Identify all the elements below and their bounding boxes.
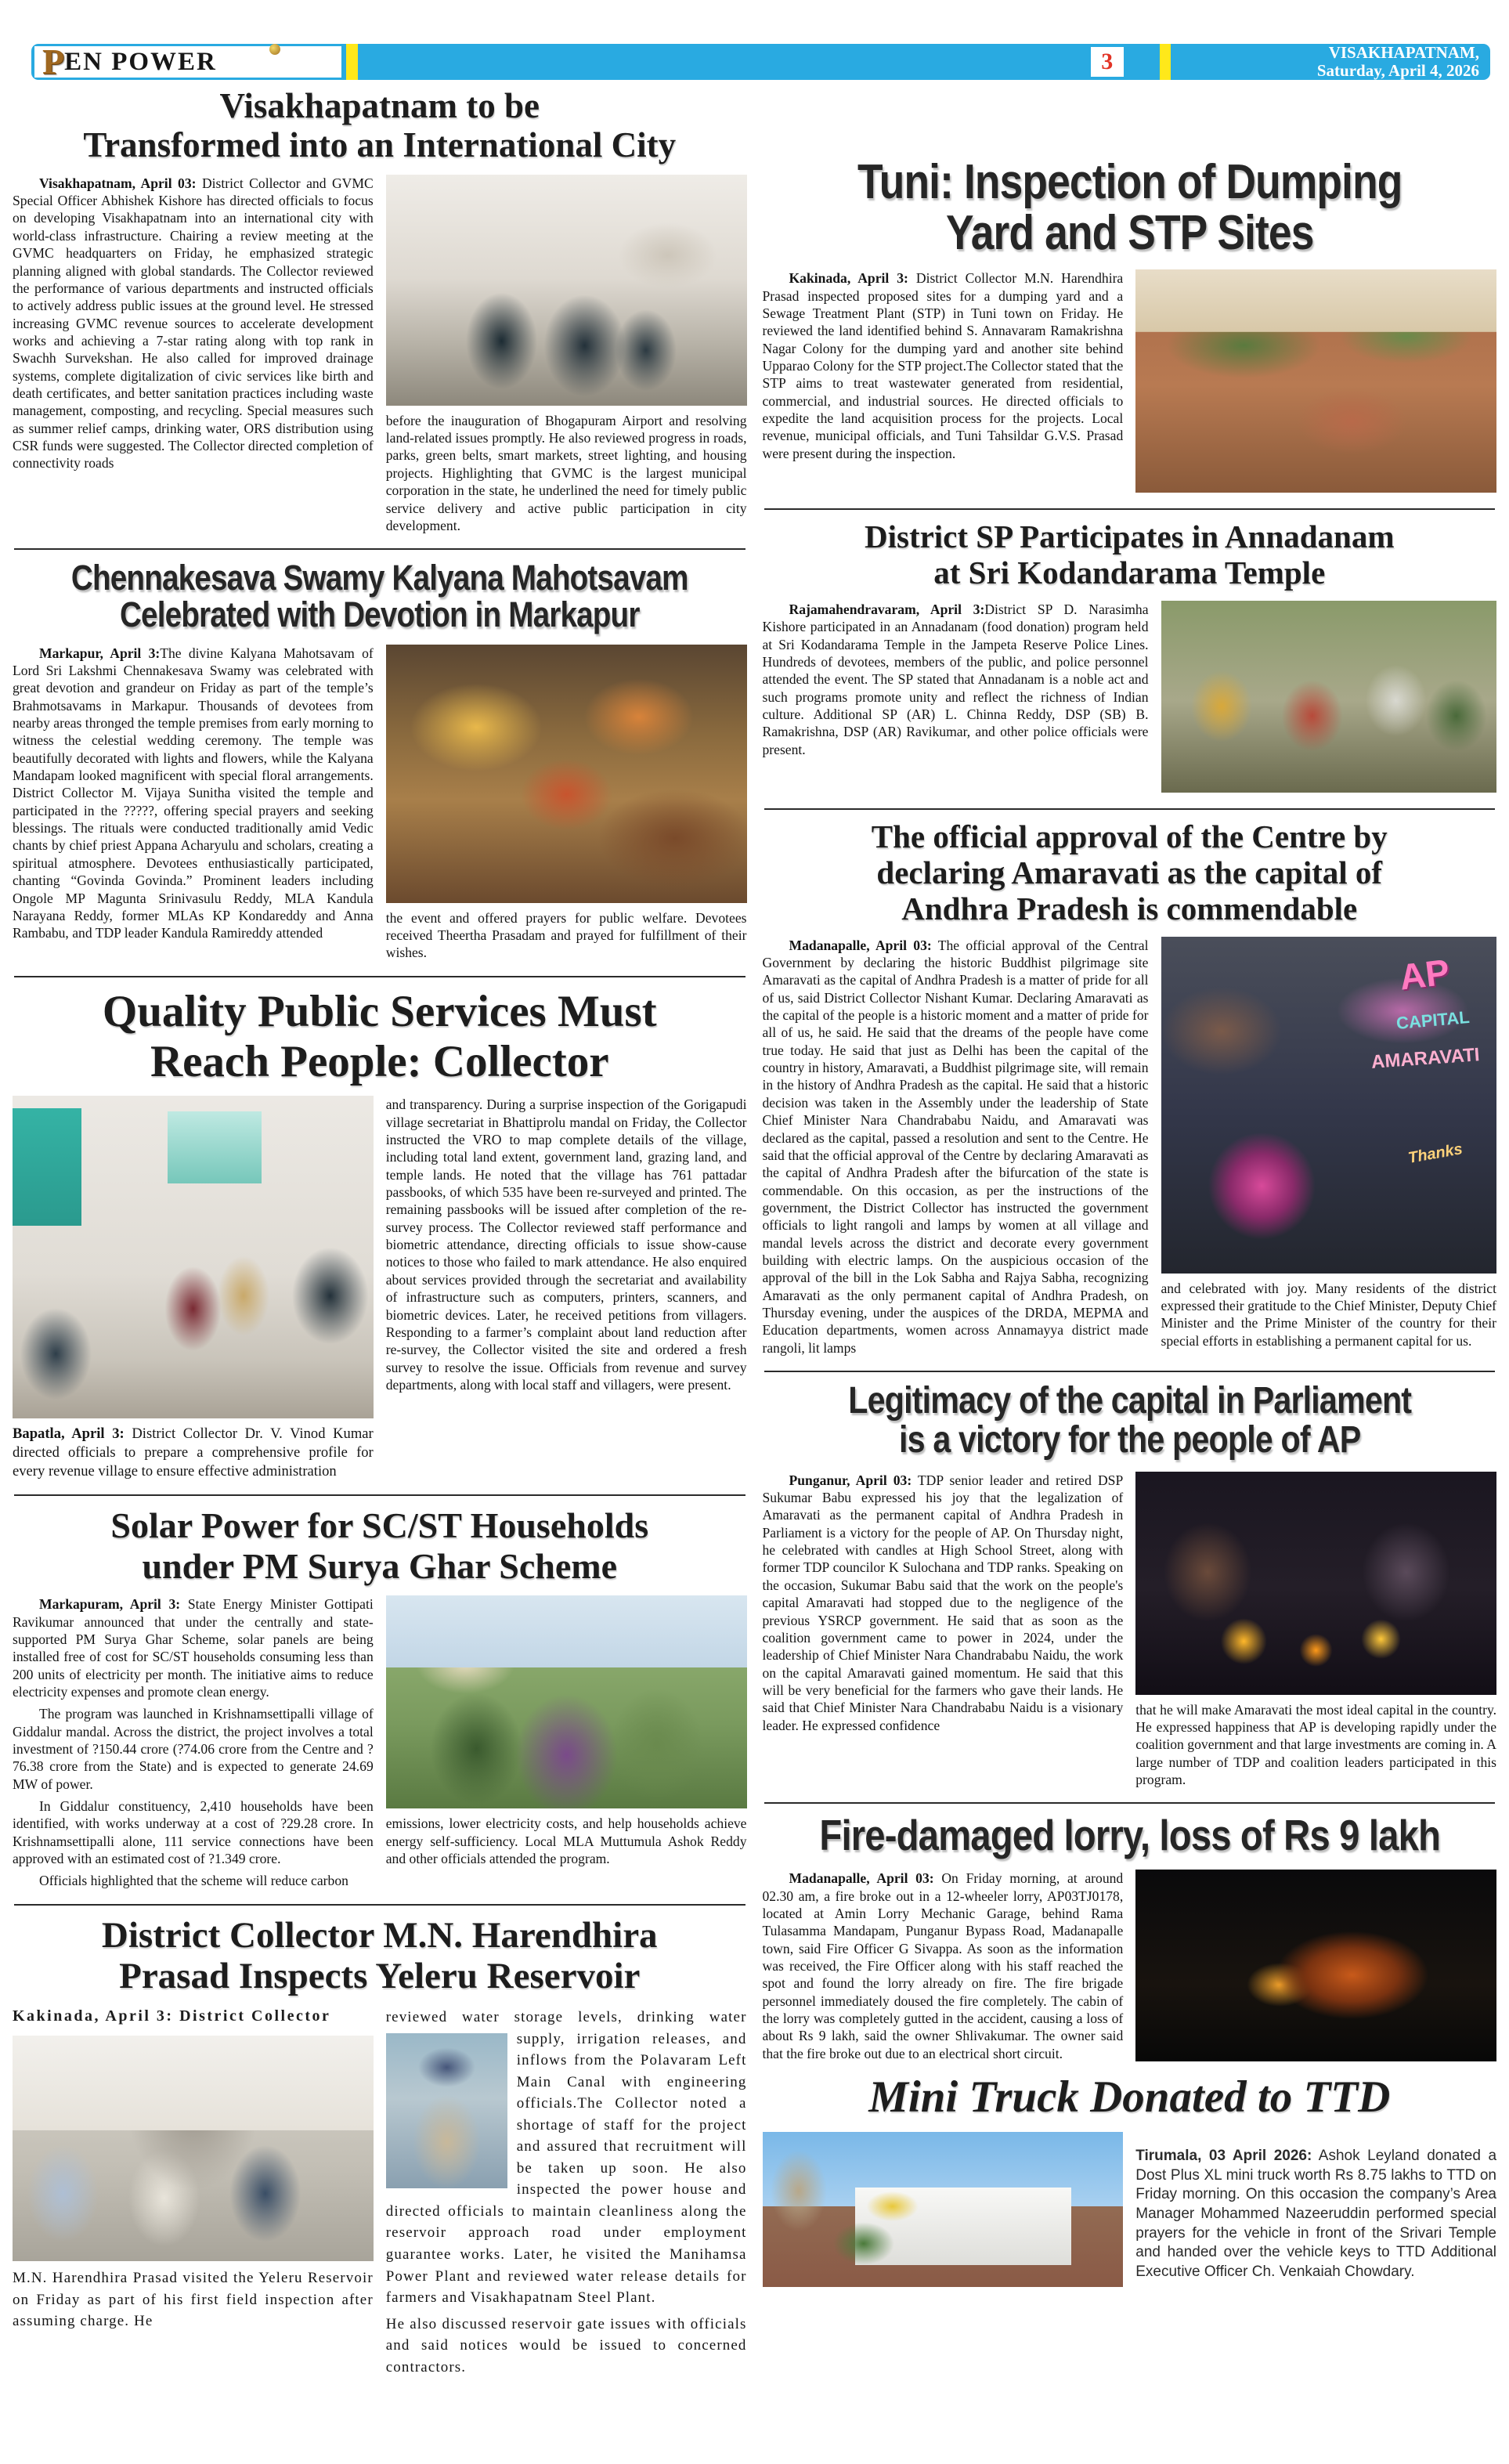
- photo-donated-mini-truck: [763, 2132, 1124, 2287]
- article-vizag-international-city: [13, 86, 747, 539]
- headline-line: Celebrated with Devotion in Markapur: [119, 594, 640, 635]
- photo-caption: emissions, lower electricity costs, and help households achieve energy self-sufficiency. Local MLA Muttumula Ashok Reddy and other officials attended the program.: [385, 1815, 747, 1866]
- headline-line: Legitimacy of the capital in Parliament: [847, 1379, 1411, 1422]
- page-number: 3: [1101, 49, 1114, 74]
- photo-gvmc-review-meeting: [386, 175, 747, 406]
- headline-amaravati: [763, 819, 1497, 927]
- headline-line: Tuni: Inspection of Dumping: [857, 155, 1402, 209]
- caption-text: District Collector Dr. V. Vinod Kumar directed officials to prepare a comprehensive profile for every revenue village to ensure effective administration: [13, 1425, 374, 1479]
- section-divider: [764, 808, 1496, 810]
- headline-line: under PM Surya Ghar Scheme: [142, 1545, 618, 1586]
- photo-yeleru-inspection: [13, 2036, 374, 2261]
- edition-date: Saturday, April 4, 2026: [1316, 61, 1479, 80]
- photo-caption: that he will make Amaravati the most ideal capital in the country. He expressed happiness that AP is developing rapidly under the coalition government and that large investments are coming in. A large number of TDP and coalition leaders participated in this program.: [1135, 1701, 1496, 1788]
- headline-line: Chennakesava Swamy Kalyana Mahotsavam: [70, 558, 688, 598]
- yellow-divider: [346, 44, 358, 80]
- article-fire-damaged-lorry: [763, 1813, 1497, 2068]
- article-text: District Collector and GVMC Special Officer Abhishek Kishore has directed officials to focus on developing Visakhapatnam into an international city with world-class infrastructure. Chairing a review meeting at the GVMC headquarters on Friday, he emphasized strategic planning aligned with global standards. The Collector reviewed the performance of various departments and instructed officials to actively address public issues at the ground level. He stressed increasing GVMC revenue sources to accelerate development works and achieving a 7-star rating along with top rank in Swachh Survekshan. He also called for improved drainage systems, complete digitalization of civic services like birth and death certificates, and better sanitation practices including waste management, composting, and recycling. Special measures such as summer relief camps, drinking water, ORS distribution using CSR funds were suggested. The Collector directed completion of connectivity roads: [13, 175, 374, 471]
- dateline: Rajamahendravaram, April 3:: [789, 602, 985, 617]
- article-paragraph: [13, 1595, 374, 1700]
- dateline: Bapatla, April 3:: [13, 1425, 125, 1443]
- headline-sp: [763, 519, 1497, 591]
- section-divider: [764, 508, 1496, 510]
- section-divider: [14, 548, 745, 550]
- section-divider: [764, 1802, 1496, 1804]
- headline-solar: [13, 1505, 747, 1586]
- photo-graffiti-capital: CAPITAL: [1395, 1007, 1471, 1034]
- article-text: reviewed water storage levels, drinking: [385, 2008, 695, 2025]
- article-paragraph: [1135, 2147, 1496, 2282]
- article-quality-public-services: [13, 987, 747, 1485]
- headline-line: Reach People: Collector: [150, 1036, 609, 1086]
- article-text: TDP senior leader and retired DSP Sukumar Babu expressed his joy that the legalization of Amaravati as the permanent capital of Andhra Pradesh in Parliament is a victory for the people of AP. On Thursday night, he celebrated with candles at High School Street, along with former TDP councilor K Sulochana and TDP ranks. Speaking on the occasion, Sukumar Babu said that the work on the people's capital Amaravati had stopped due to the negligence of the previous YSRCP government. He said that as soon as the coalition government came to power in 2024, under the leadership of Chief Minister Nara Chandrababu Naidu, the work on the capital Amaravati gained momentum. He said that this will be very beneficial for the farmers who gave their lands. He said that Chief Minister Nara Chandrababu Naidu is a visionary leader. He expressed confidence: [762, 1472, 1124, 1733]
- dateline: Markapur, April 3:: [39, 645, 161, 661]
- article-paragraph: [763, 1472, 1124, 1734]
- yellow-divider-2: [1160, 44, 1171, 80]
- photo-candle-celebration: [1135, 1472, 1496, 1695]
- article-text: State Energy Minister Gottipati Ravikumar announced that under the centrally and state-supported PM Surya Ghar Scheme, solar panels are being installed free of cost for SC/ST households consuming less than 200 units of electricity per month. The initiative aims to reduce electricity expenses and promote clean energy.: [13, 1596, 374, 1700]
- article-paragraph: In Giddalur constituency, 2,410 households have been identified, with works underway at a cost of ?29.28 crore. In Krishnamsettipalli alone, 111 service connections have been approved with an estimated cost of ?1.349 crore.: [13, 1798, 374, 1867]
- article-text: The official approval of the Central Government by declaring the historic Buddhist pilgrimage site Amaravati as the capital of Andhra Pradesh is a matter of pride for all of us, said District Collector Nishant Kumar. Declaring Amaravati as the capital of the people is a historic moment and a matter of pride for all of us, he said. He said that the dreams of the people have come true today. He said that just as Delhi has been the capital of the country in history, Amaravati, a Buddhist pilgrimage site, will remain in the history of Andhra Pradesh as the capital. He said that a historic decision was taken in the Assembly under the leadership of State Chief Minister Nara Chandrababu Naidu, and Amaravati was declared as the capital, passed a resolution and sent to the Centre. He said that the official approval of the Centre by declaring Amaravati as the capital of Andhra Pradesh after the bifurcation of the state is commendable. On this occasion, as per the instructions of the government, the District Collector has instructed the government officials to light rangoli and lamps by women at all village and mandal levels across the district and decorate every government building with electric lamps. On the auspicious occasion of the approval of the bill in the Lok Sabha and Rajya Sabha, recognizing Amaravati as the only permanent capital of Andhra Pradesh, on Thursday evening, under the auspices of the DRDA, MEPMA and Education departments, women across Annamayya district made rangoli, lit lamps: [762, 937, 1149, 1356]
- photo-dumping-yard-site: [1135, 269, 1496, 493]
- article-paragraph: [763, 601, 1149, 758]
- headline-fire: [814, 1813, 1445, 1859]
- photo-caption: and celebrated with joy. Many residents of the district expressed their gratitude to the Chief Minister, Deputy Chief Minister and the Prime Minister of the country for their special efforts in establishing a permanent capital for us.: [1161, 1280, 1496, 1349]
- coin-icon: [269, 44, 280, 55]
- article-chennakesava-mahotsavam: [13, 559, 747, 966]
- article-paragraph: The program was launched in Krishnamsettipalli village of Giddalur mandal. Across the district, the project involves a total investment of ?150.44 crore (?74.06 crore from the Centre and ?76.38 crore from the State) and is expected to generate 24.69 MW of power.: [13, 1706, 374, 1792]
- photo-collector-closeup: [386, 2033, 507, 2188]
- headline-legitimacy: [814, 1379, 1445, 1461]
- dateline: Madanapalle, April 03:: [789, 937, 932, 953]
- headline-line: Transformed into an International City: [83, 125, 677, 165]
- headline-line: Visakhapatnam to be: [219, 86, 540, 125]
- photo-burnt-lorry: [1135, 1870, 1496, 2061]
- headline-minitruck: [763, 2072, 1497, 2123]
- photo-graffiti-ap: AP: [1397, 951, 1452, 998]
- headline-line: Fire-damaged lorry, loss of Rs 9 lakh: [818, 1811, 1440, 1860]
- article-lead: [13, 2007, 374, 2026]
- logo-initial: P: [42, 42, 65, 81]
- dateline: Kakinada, April 3:: [13, 2007, 174, 2025]
- article-amaravati-approval: [763, 819, 1497, 1361]
- newspaper-logo: [34, 42, 341, 81]
- dateline: Tirumala, 03 April 2026:: [1135, 2148, 1312, 2165]
- article-text: water supply, irrigation releases, and inflows from the Polavaram Left Main Canal with engineering officials.The Collector noted a shortage of staff for the project and assured that recruitment will be taken up soon. He also inspected the power house and directed officials to maintain cleanliness along the reservoir approach road under employment guarantee works. Later, he visited the Manihamsa Power Plant and reviewed water release details for farmers and Visakhapatnam Steel Plant.: [385, 2008, 747, 2307]
- article-paragraph: [386, 2007, 747, 2309]
- article-text: Ashok Leyland donated a Dost Plus XL mini truck worth Rs 8.75 lakhs to TTD on Friday morning. On this occasion the company’s Area Manager Mohammed Nazeeruddin performed special prayers for the vehicle in front of the Srivari Temple and handed over the vehicle keys to TTD Additional Executive Officer Ch. Venkaiah Chowdary.: [1135, 2148, 1497, 2281]
- photo-caption: the event and offered prayers for public welfare. Devotees received Theertha Prasadam and prayed for fulfillment of their wishes.: [385, 909, 747, 961]
- photo-kalyana-mahotsavam: [386, 645, 747, 903]
- headline-markapur: [64, 559, 695, 634]
- photo-annadanam-program: [1161, 601, 1497, 793]
- article-text: District SP D. Narasimha Kishore participated in an Annadanam (food donation) program held at Sri Kodandarama Temple in the Jampeta Reserve Police Lines. Hundreds of devotees, members of the public, and police personnel attended the event. The SP stated that Annadanam is a noble act and such programs promote unity and reflect the richness of Indian culture. Additional SP (AR) L. Chinna Reddy, DSP (SB) B. Ramakrishna, DSP (AR) Ravikumar, and other police officials were present.: [762, 602, 1149, 757]
- logo-text: EN POWER: [64, 48, 217, 76]
- article-sp-annadanam: [763, 519, 1497, 799]
- headline-line: Yard and STP Sites: [945, 206, 1314, 261]
- headline-line: declaring Amaravati as the capital of: [876, 854, 1383, 891]
- article-text: On Friday morning, at around 02.30 am, a fire broke out in a 12-wheeler lorry, AP03TJ0178, located at Amin Lorry Mechanic Garage, behind Rama Tulasamma Mandapam, Punganur Bypass Road, Madanapalle town, said Fire Officer G Sivappa. As soon as the information was received, the Fire Officer along with his staff reached the spot and found the lorry already on fire. The fire brigade personnel immediately doused the fire completely. The cabin of the lorry was completely gutted in the accident, causing a loss of about Rs 9 lakh, said the owner Shlivakumar. The owner said that the fire broke out due to an electrical short circuit.: [762, 1870, 1124, 2061]
- dateline: Kakinada, April 3:: [789, 270, 908, 287]
- headline-line: at Sri Kodandarama Temple: [933, 555, 1326, 591]
- section-divider: [764, 1371, 1496, 1372]
- article-paragraph: [13, 175, 374, 472]
- article-solar-power-scheme: [13, 1505, 747, 1895]
- headline-line: is a victory for the people of AP: [898, 1419, 1360, 1461]
- section-divider: [14, 1904, 745, 1906]
- headline-line: District SP Participates in Annadanam: [864, 518, 1395, 555]
- article-capital-legitimacy: [762, 1379, 1497, 1794]
- photo-solar-launch-event: [386, 1595, 747, 1808]
- dateline: Madanapalle, April 03:: [789, 1870, 934, 1887]
- headline-line: Quality Public Services Must: [102, 986, 657, 1036]
- photo-caption: M.N. Harendhira Prasad visited the Yeleru Reservoir on Friday as part of his first field inspection after assuming charge. He: [13, 2270, 374, 2330]
- article-yeleru-reservoir: [13, 1915, 747, 2383]
- headline-tuni: [814, 155, 1445, 261]
- section-divider: [14, 1494, 745, 1496]
- article-mini-truck-ttd: [763, 2072, 1497, 2297]
- headline-vizag: [13, 86, 747, 165]
- edition-info: [1317, 44, 1479, 80]
- article-paragraph: Officials highlighted that the scheme will reduce carbon: [39, 1873, 348, 1889]
- masthead: [31, 44, 1490, 80]
- headline-yeleru: [13, 1915, 747, 1997]
- photo-rangoli-celebration: [1161, 937, 1497, 1274]
- headline-line: Solar Power for SC/ST Households: [110, 1505, 649, 1546]
- photo-graffiti-thanks: Thanks: [1406, 1140, 1464, 1168]
- right-column: [763, 81, 1497, 2383]
- article-paragraph: [763, 269, 1124, 462]
- photo-graffiti-amaravati: AMARAVATI: [1370, 1043, 1481, 1073]
- article-paragraph: and transparency. During a surprise inspection of the Gorigapudi village secretariat in Bhattiprolu mandal on Friday, the Collector instructed the VRO to map complete details of the village, including total land extent, government land, grazing land, and temple lands. He noted that the village has 761 pattadar passbooks, of which 535 have been re-surveyed and printed. The remaining passbooks will be issued after completion of the re-survey process. The Collector reviewed staff performance and biometric attendance, directing officials to issue show-cause notices to those who failed to mark attendance. He also enquired about services provided through the secretariat and availability of infrastructure such as computers, printers, scanners, and biometric devices. Later, he received petitions from villagers. Responding to a farmer’s complaint about land reduction after re-survey, the Collector visited the site and ordered a fresh survey to resolve the issue. Officials from revenue and survey departments, along with local staff and villagers, were present.: [385, 1097, 747, 1393]
- article-paragraph: [763, 1870, 1124, 2062]
- article-paragraph: [763, 937, 1149, 1357]
- article-text: The divine Kalyana Mahotsavam of Lord Sri Lakshmi Chennakesava Swamy was celebrated with great devotion and grandeur on Friday as part of the temple’s Brahmotsavams in Markapur. Thousands of devotees from nearby areas thronged the temple premises from early morning to witness the celestial wedding ceremony. The temple was beautifully decorated with lights and flowers, while the Kalyana Mandapam looked magnificent with special floral arrangements. District Collector M. Vijaya Sunitha visited the temple and participated in the ?????, offering special prayers and seeking blessings. The rituals were conducted traditionally amid Vedic chants by chief priest Appana Acharyulu and scholars, creating a spiritual atmosphere. Devotees enthusiastically participated, chanting “Govinda Govinda.” Prominent leaders including Ongole MP Magunta Srinivasulu Reddy, MLA Kandula Narayana Reddy, former MLAs KP Kondareddy and Anna Rambabu, and TDP leader Kandula Ramireddy attended: [13, 645, 374, 941]
- dateline: Markapuram, April 3:: [39, 1596, 181, 1613]
- article-tuni-inspection: [763, 157, 1497, 499]
- headline-line: Prasad Inspects Yeleru Reservoir: [119, 1956, 641, 1997]
- page-number-box: [1091, 47, 1124, 77]
- edition-city: VISAKHAPATNAM,: [1328, 42, 1479, 62]
- left-column: [13, 81, 747, 2383]
- dateline: Punganur, April 03:: [789, 1472, 912, 1488]
- headline-line: The official approval of the Centre by: [871, 818, 1388, 854]
- article-paragraph: [13, 645, 374, 942]
- photo-secretariat-inspection: [13, 1096, 374, 1418]
- headline-quality: [13, 987, 747, 1087]
- article-text: District Collector M.N. Harendhira Prasad inspected proposed sites for a dumping yard and a Sewage Treatment Plant (STP) in Tuni town on Friday. He reviewed the land identified behind S. Annavaram Ramakrishna Nagar Colony for the dumping yard and another site behind Upparao Colony for the STP project.The Collector stated that the STP aims to treat wastewater generated from residential, commercial, and industrial sources. He directed officials to expedite the land acquisition process for the projects. Local revenue, municipal officials, and Tuni Tahsildar G.V.S. Prasad were present during the inspection.: [762, 270, 1124, 461]
- headline-line: Andhra Pradesh is commendable: [901, 890, 1358, 927]
- article-paragraph: He also discussed reservoir gate issues with officials and said notices would be issued to concerned contractors.: [385, 2315, 747, 2375]
- article-paragraph: before the inauguration of Bhogapuram Airport and resolving land-related issues promptly. He also reviewed progress in roads, parks, green belts, smart markets, street lighting, and housing projects. Highlighting that GVMC is the largest municipal corporation in the state, he underlined the need for timely public service delivery and active public participation in city development.: [385, 412, 747, 533]
- lead-text: District Collector: [179, 2007, 331, 2025]
- section-divider: [14, 976, 745, 977]
- photo-caption: [13, 1425, 374, 1480]
- dateline: Visakhapatnam, April 03:: [39, 175, 197, 191]
- headline-line: District Collector M.N. Harendhira: [101, 1914, 658, 1956]
- headline-line: Mini Truck Donated to TTD: [868, 2072, 1391, 2123]
